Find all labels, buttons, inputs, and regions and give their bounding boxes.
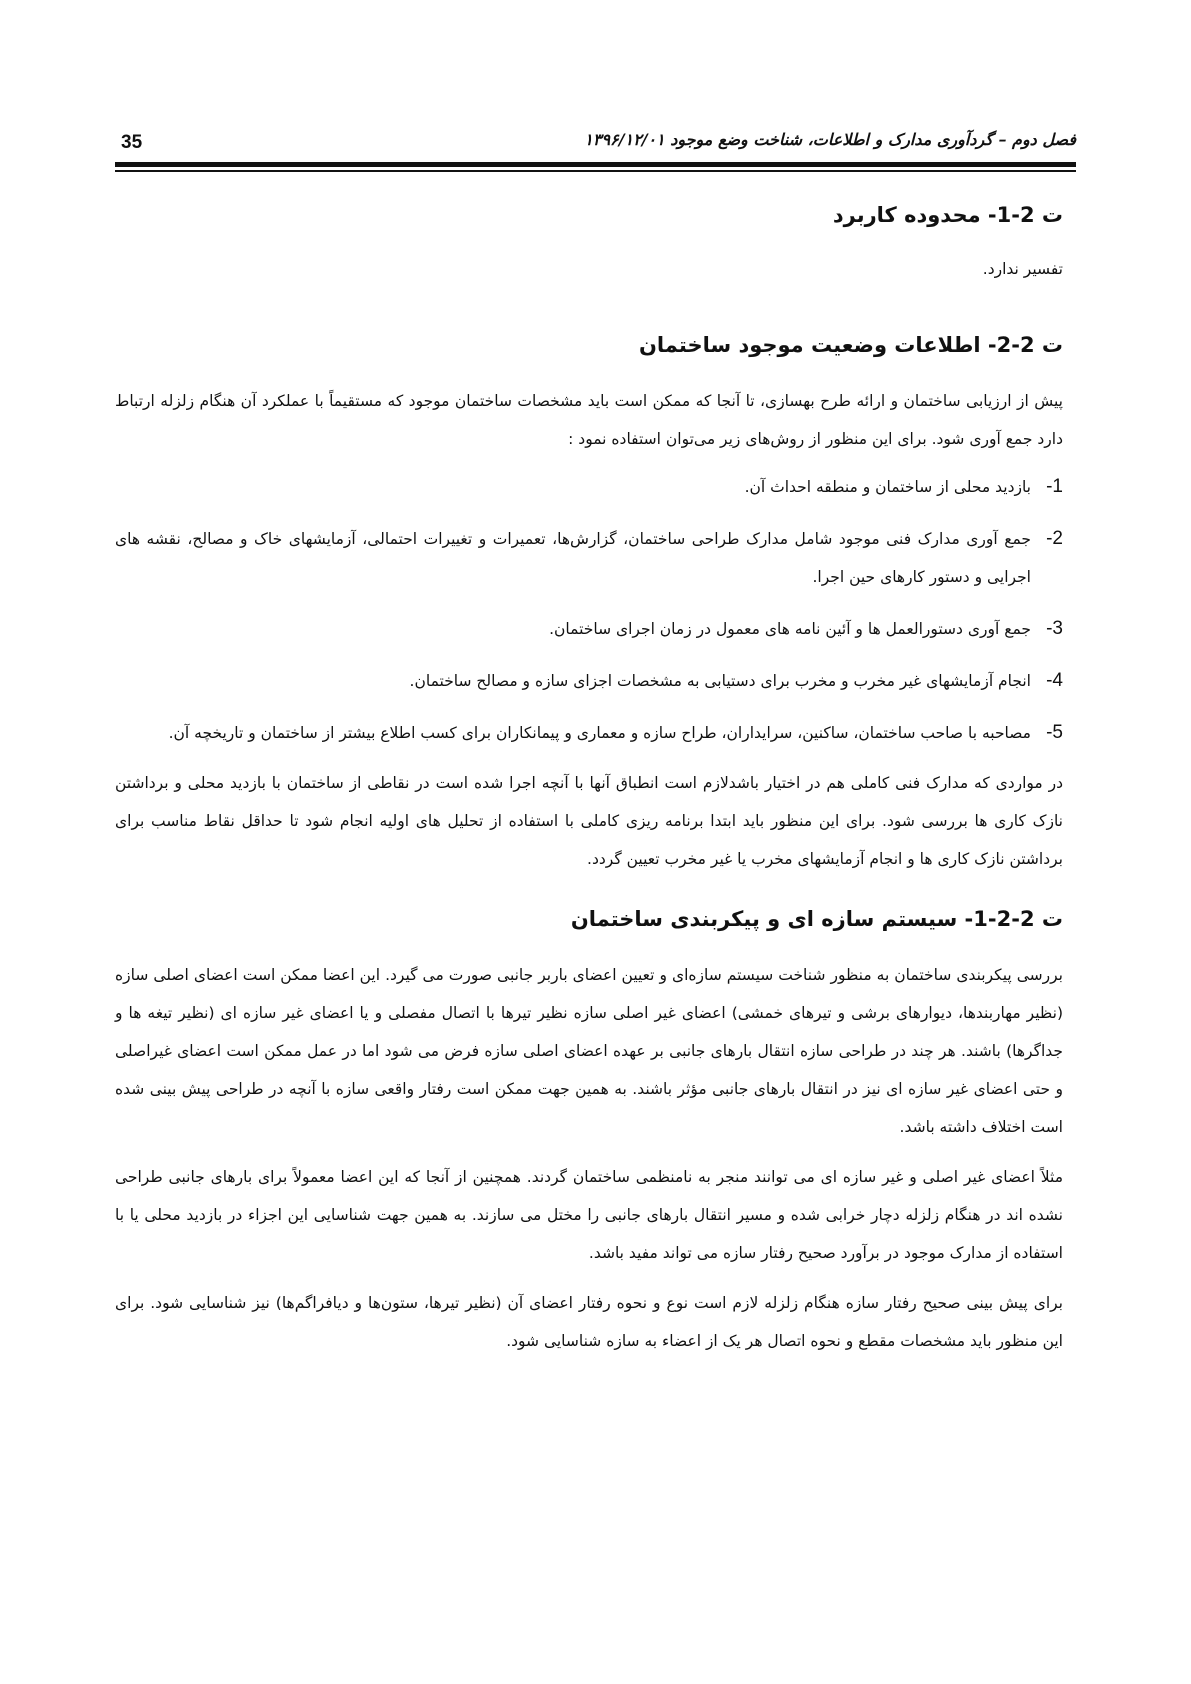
method-list xyxy=(115,468,1063,752)
list-item-text: انجام آزمایشهای غیر مخرب و مخرب برای دستیابی به مشخصات اجزای سازه و مصالح ساختمان. xyxy=(409,672,1031,690)
list-item-text: جمع آوری مدارک فنی موجود شامل مدارک طراحی ساختمان، گزارش‌ها، تعمیرات و تغییرات احتمالی، آزمایشهای خاک و مصالح، نقشه های اجرایی و دستور کارهای حین اجرا. xyxy=(115,530,1031,586)
list-item-text: بازدید محلی از ساختمان و منطقه احداث آن. xyxy=(744,478,1031,496)
section-heading-scope: ت 2-1- محدوده کاربرد xyxy=(832,203,1063,227)
paragraph-structural-2: مثلاً اعضای غیر اصلی و غیر سازه ای می توانند منجر به نامنظمی ساختمان گردند. همچنین از آنجا که این اعضا معمولاً برای بارهای جانبی طراحی نشده اند در هنگام زلزله دچار خرابی شده و مسیر انتقال بارهای جانبی را مختل می سازند. به همین جهت شناسایی این اجزاء در بازدید محلی یا با استفاده از مدارک موجود در برآورد صحیح رفتار سازه می تواند مفید باشد. xyxy=(115,1168,1063,1262)
header-rule-thick xyxy=(115,162,1076,167)
section-body-scope: تفسیر ندارد. xyxy=(982,260,1063,278)
page-number: 35 xyxy=(121,132,143,153)
list-item-number: 5- xyxy=(1046,722,1063,743)
paragraph-structural-1: بررسی پیکربندی ساختمان به منظور شناخت سیستم سازه‌ای و تعیین اعضای باربر جانبی صورت می گیرد. این اعضا ممکن است اعضای اصلی سازه (نظیر مهاربندها، دیوارهای برشی و تیرهای خمشی) اعضای غیر اصلی سازه نظیر تیرها با اتصال مفصلی و یا اعضای غیر سازه ای (نظیر تیغه ها و جداگرها) باشند. هر چند در طراحی سازه انتقال بارهای جانبی بر عهده اعضای اصلی سازه فرض می شود اما در عمل ممکن است اعضای غیراصلی و حتی اعضای غیر سازه ای نیز در انتقال بارهای جانبی مؤثر باشند. به همین جهت ممکن است رفتار واقعی سازه با آنچه در طراحی پیش بینی شده است اختلاف داشته باشد. xyxy=(115,966,1063,1136)
list-item-text: جمع آوری دستورالعمل ها و آئین نامه های معمول در زمان اجرای ساختمان. xyxy=(549,620,1031,638)
paragraph-closing: در مواردی که مدارک فنی کاملی هم در اختیار باشدلازم است انطباق آنها با آنچه اجرا شده است در نقاطی از ساختمان با بازدید محلی و برداشتن نازک کاری ها بررسی شود. برای این منظور باید ابتدا برنامه ریزی کاملی با استفاده از تحلیل های اولیه انجام شود تا حداقل نقاط مناسب برای برداشتن نازک کاری ها و انجام آزمایشهای مخرب یا غیر مخرب تعیین گردد. xyxy=(115,774,1063,868)
paragraph-intro: پیش از ارزیابی ساختمان و ارائه طرح بهسازی، تا آنجا که ممکن است باید مشخصات ساختمان موجود که مستقیماً با عملکرد آن هنگام زلزله ارتباط دارد جمع آوری شود. برای این منظور از روش‌های زیر می‌توان استفاده نمود : xyxy=(115,392,1063,448)
page-content xyxy=(115,200,1063,1360)
list-item xyxy=(115,520,1063,596)
list-item-number: 4- xyxy=(1046,670,1063,691)
list-item xyxy=(115,610,1063,648)
list-item-text: مصاحبه با صاحب ساختمان، ساکنین، سرایداران، طراح سازه و معماری و پیمانکاران برای کسب اطلاع بیشتر از ساختمان و تاریخچه آن. xyxy=(168,724,1031,742)
paragraph-structural-3: برای پیش بینی صحیح رفتار سازه هنگام زلزله لازم است نوع و نحوه رفتار اعضای آن (نظیر تیرها، ستون‌ها و دیافراگم‌ها) نیز شناسایی شود. برای این منظور باید مشخصات مقطع و نحوه اتصال هر یک از اعضاء به سازه شناسایی شود. xyxy=(115,1294,1063,1350)
list-item-number: 3- xyxy=(1046,618,1063,639)
section-heading-structural-system: ت 2-2-1- سیستم سازه ای و پیکربندی ساختمان xyxy=(570,907,1063,931)
list-item-number: 2- xyxy=(1046,528,1063,549)
page-header xyxy=(115,118,1076,158)
running-title: فصل دوم – گردآوری مدارک و اطلاعات، شناخت وضع موجود ۱۳۹۶/۱۲/۰۱ xyxy=(584,130,1076,149)
list-item xyxy=(115,662,1063,700)
list-item xyxy=(115,714,1063,752)
list-item xyxy=(115,468,1063,506)
section-heading-existing-info: ت 2-2- اطلاعات وضعیت موجود ساختمان xyxy=(639,333,1063,357)
list-item-number: 1- xyxy=(1046,476,1063,497)
header-rule-thin xyxy=(115,170,1076,172)
